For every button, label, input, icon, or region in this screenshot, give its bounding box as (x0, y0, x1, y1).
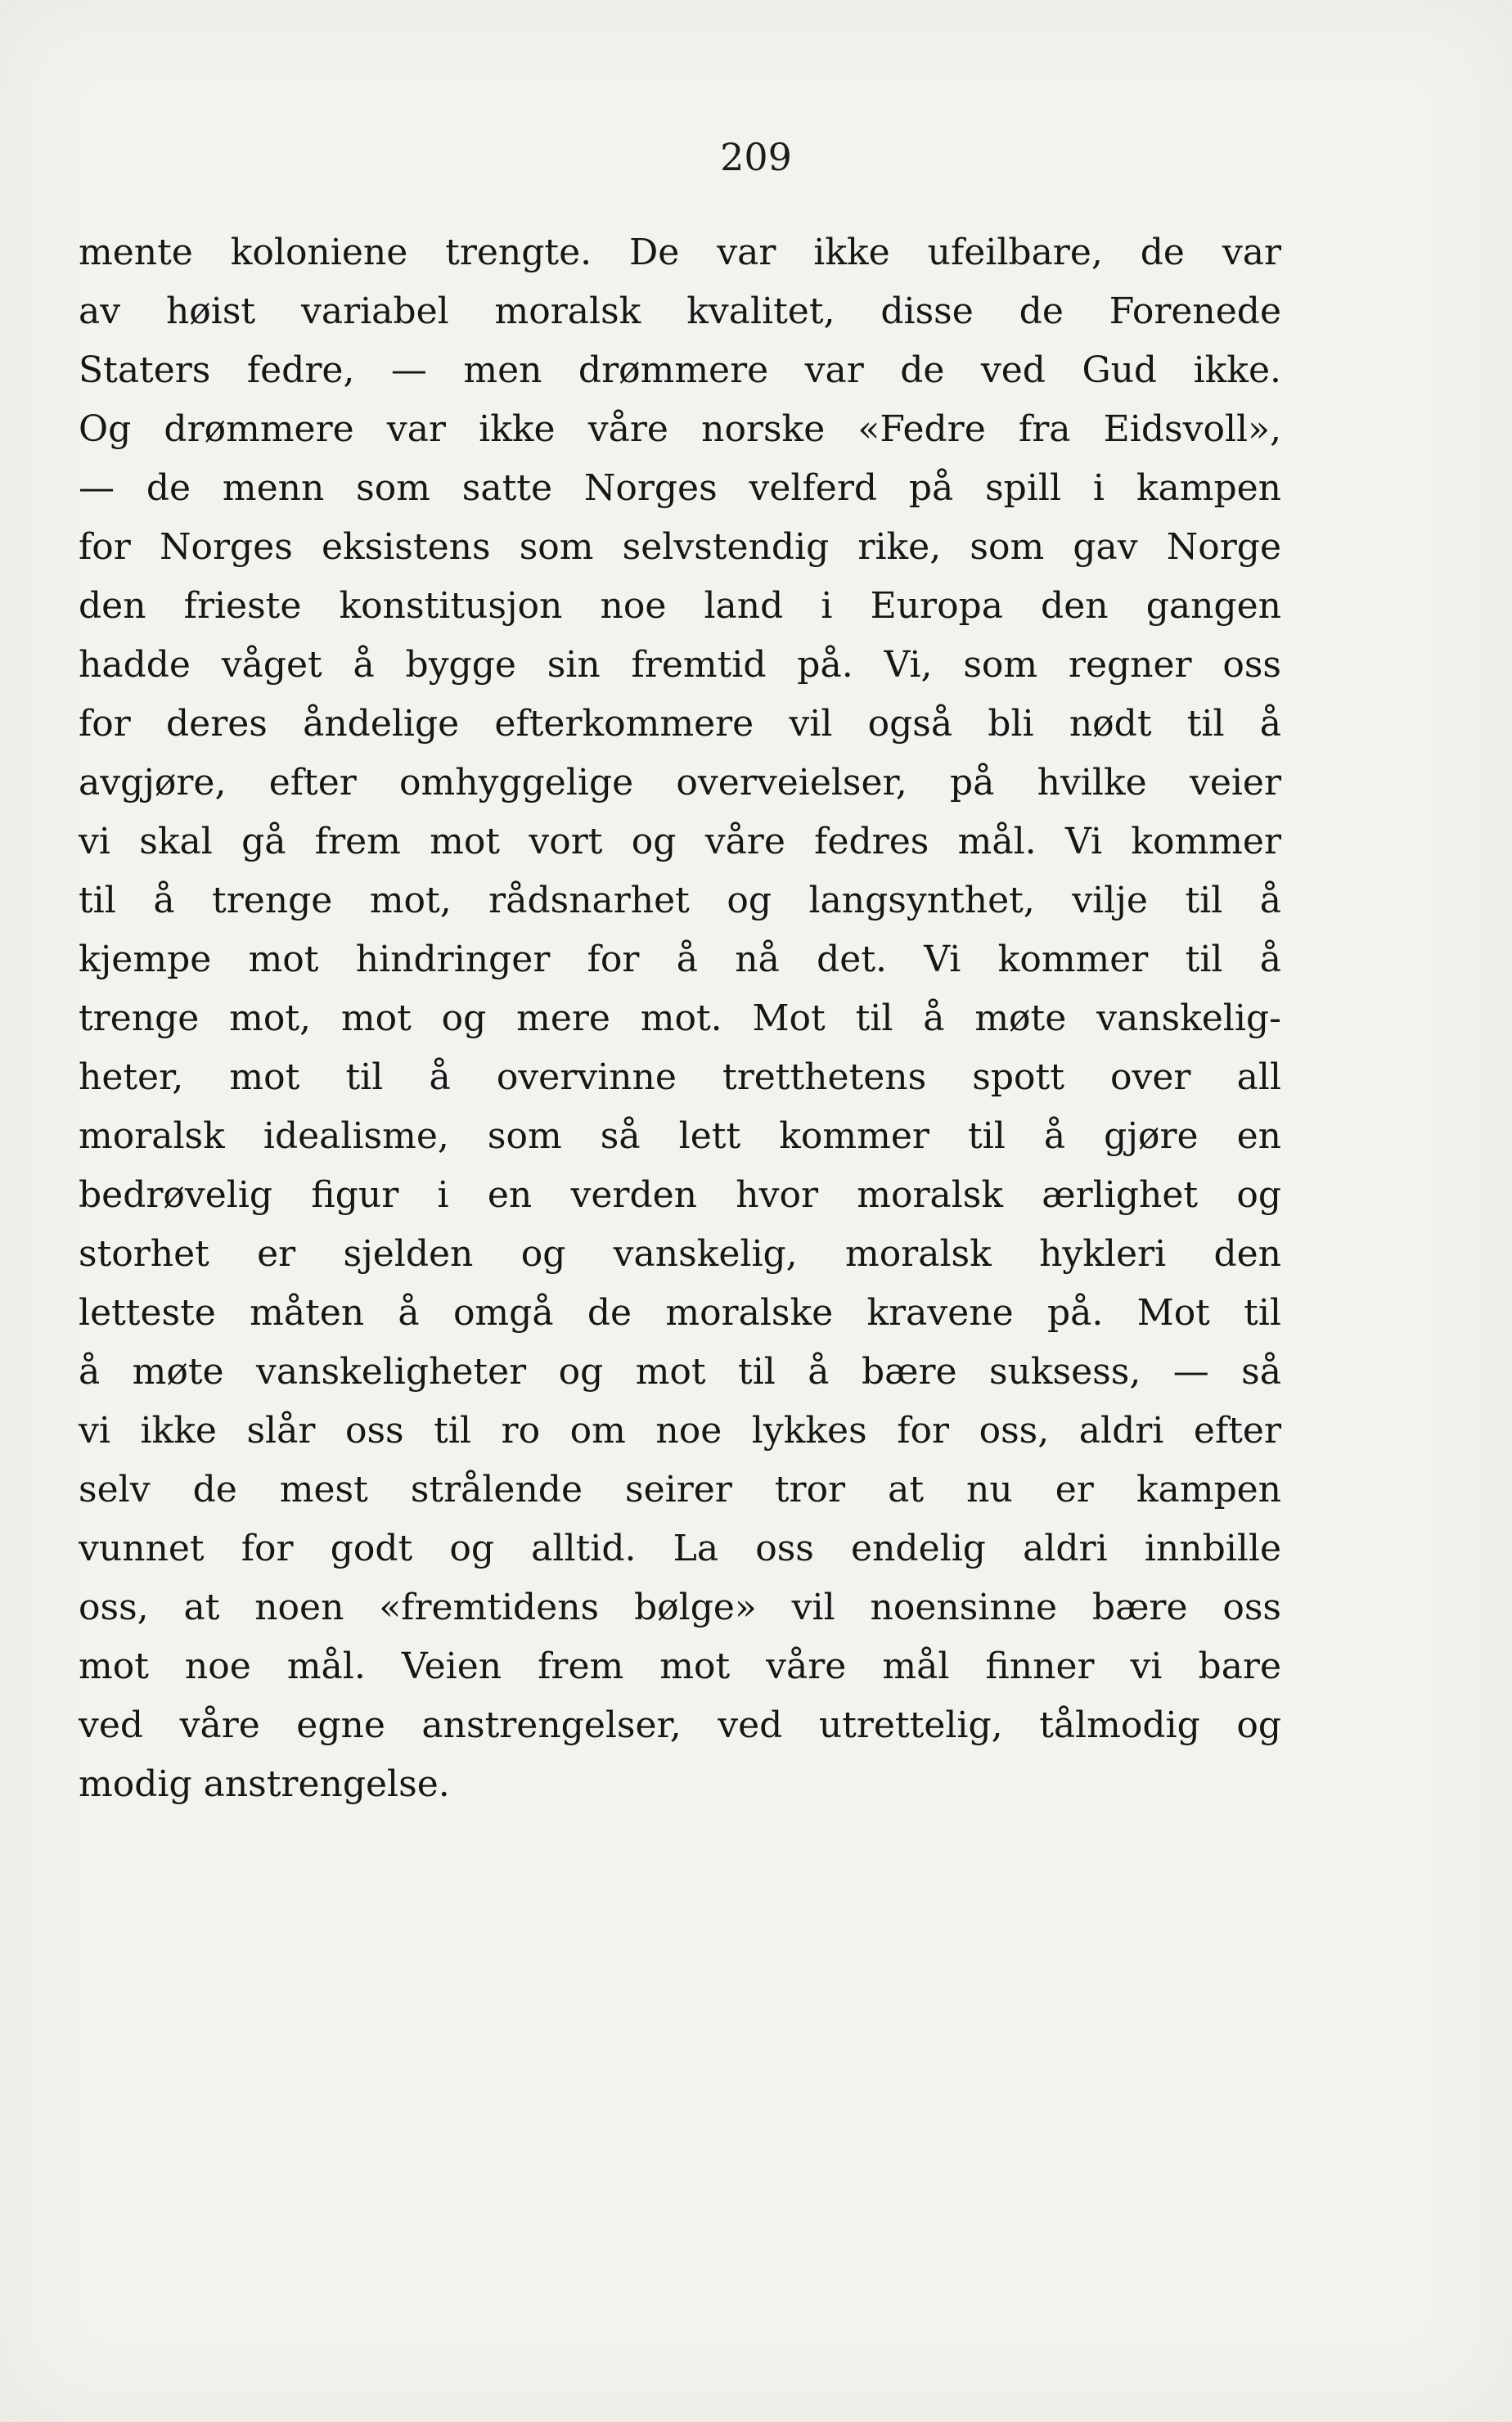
page-number: 209 (720, 135, 792, 179)
text-line: storhet er sjelden og vanskelig, moralsk hykleri den (79, 1233, 1281, 1275)
text-line: Og drømmere var ikke våre norske «Fedre fra Eidsvoll», (79, 408, 1281, 450)
body-text (79, 223, 1281, 1814)
text-line: moralsk idealisme, som så lett kommer til å gjøre en (79, 1115, 1281, 1157)
text-line: heter, mot til å overvinne tretthetens spott over all (79, 1056, 1281, 1098)
text-line: ved våre egne anstrengelser, ved utrettelig, tålmodig og (79, 1704, 1281, 1746)
text-line: for Norges eksistens som selvstendig rike, som gav Norge (79, 526, 1281, 568)
text-line: oss, at noen «fremtidens bølge» vil noensinne bære oss (79, 1587, 1281, 1628)
text-line: trenge mot, mot og mere mot. Mot til å møte vanskelig- (79, 997, 1281, 1039)
text-line: kjempe mot hindringer for å nå det. Vi kommer til å (79, 939, 1281, 980)
text-line: hadde våget å bygge sin fremtid på. Vi, som regner oss (79, 644, 1281, 686)
text-line: vunnet for godt og alltid. La oss endelig aldri innbille (79, 1528, 1281, 1569)
text-line: den frieste konstitusjon noe land i Europa den gangen (79, 585, 1281, 627)
text-line: for deres åndelige efterkommere vil også bli nødt til å (79, 703, 1281, 745)
text-line: vi skal gå frem mot vort og våre fedres mål. Vi kommer (79, 821, 1281, 862)
text-line: avgjøre, efter omhyggelige overveielser, på hvilke veier (79, 762, 1281, 804)
text-line: av høist variabel moralsk kvalitet, disse de Forenede (79, 290, 1281, 332)
text-line: mot noe mål. Veien frem mot våre mål finner vi bare (79, 1645, 1281, 1687)
text-line: bedrøvelig figur i en verden hvor moralsk ærlighet og (79, 1174, 1281, 1216)
text-line: til å trenge mot, rådsnarhet og langsynthet, vilje til å (79, 880, 1281, 921)
text-line: å møte vanskeligheter og mot til å bære suksess, — så (79, 1351, 1281, 1393)
text-line: — de menn som satte Norges velferd på spill i kampen (79, 467, 1281, 509)
text-line: letteste måten å omgå de moralske kravene på. Mot til (79, 1292, 1281, 1334)
text-line: Staters fedre, — men drømmere var de ved Gud ikke. (79, 349, 1281, 391)
text-line: vi ikke slår oss til ro om noe lykkes for oss, aldri efter (79, 1410, 1281, 1452)
text-line: modig anstrengelse. (79, 1763, 450, 1805)
text-line: selv de mest strålende seirer tror at nu er kampen (79, 1469, 1281, 1510)
text-line: mente koloniene trengte. De var ikke ufeilbare, de var (79, 232, 1281, 273)
